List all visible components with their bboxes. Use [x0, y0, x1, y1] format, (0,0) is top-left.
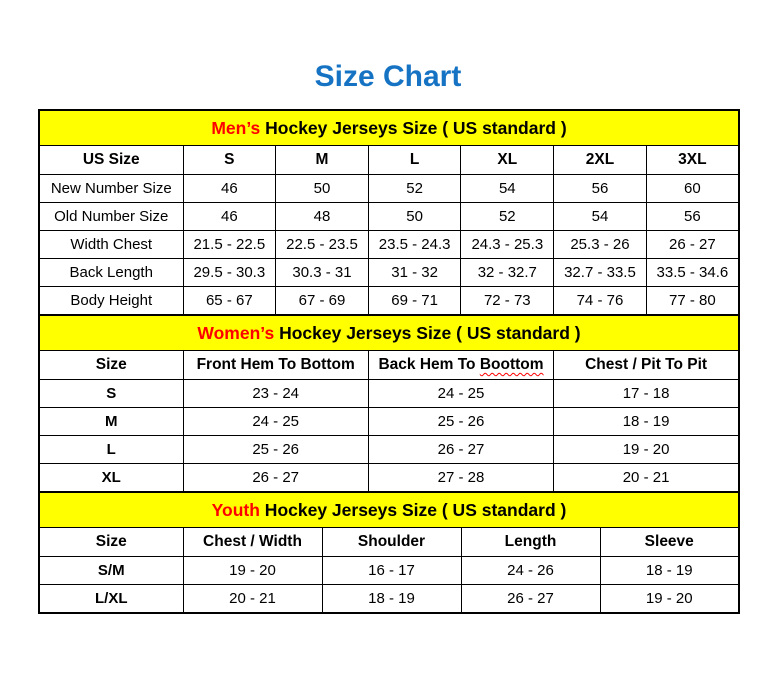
youth-size-table: [38, 491, 740, 614]
youth-table-cell: 26 - 27: [461, 585, 600, 614]
mens-table-cell: 67 - 69: [276, 287, 369, 316]
womens-band-text: Hockey Jerseys Size ( US standard ): [274, 322, 581, 343]
mens-table-cell: 23.5 - 24.3: [368, 231, 461, 259]
mens-column-header: M: [276, 146, 369, 175]
womens-row-label: S: [39, 380, 183, 408]
youth-column-header: Size: [39, 528, 183, 557]
mens-table-cell: 48: [276, 203, 369, 231]
mens-table-cell: 50: [276, 175, 369, 203]
womens-band-highlight: Women’s: [197, 322, 275, 343]
womens-table-cell: 25 - 26: [183, 436, 368, 464]
youth-column-header: Shoulder: [322, 528, 461, 557]
womens-table-row: [39, 464, 739, 493]
womens-table-row: [39, 408, 739, 436]
womens-table-cell: 26 - 27: [183, 464, 368, 493]
mens-table-row: [39, 203, 739, 231]
mens-table-cell: 60: [646, 175, 739, 203]
youth-table-row: [39, 585, 739, 614]
mens-table-cell: 52: [461, 203, 554, 231]
womens-row-label: L: [39, 436, 183, 464]
mens-table-row: [39, 231, 739, 259]
mens-table-cell: 54: [554, 203, 647, 231]
youth-row-label: S/M: [39, 557, 183, 585]
page-title: Size Chart: [314, 60, 462, 93]
mens-table-cell: 72 - 73: [461, 287, 554, 316]
mens-table-cell: 29.5 - 30.3: [183, 259, 276, 287]
mens-table-cell: 46: [183, 175, 276, 203]
mens-table-cell: 77 - 80: [646, 287, 739, 316]
mens-table-cell: 56: [646, 203, 739, 231]
mens-table-cell: 26 - 27: [646, 231, 739, 259]
womens-column-header: Size: [39, 351, 183, 380]
youth-table-row: [39, 557, 739, 585]
mens-column-header: L: [368, 146, 461, 175]
mens-table-cell: 22.5 - 23.5: [276, 231, 369, 259]
mens-column-header: XL: [461, 146, 554, 175]
womens-table-cell: 26 - 27: [368, 436, 553, 464]
size-tables-container: [38, 109, 740, 614]
mens-table-row: [39, 175, 739, 203]
mens-table-cell: 31 - 32: [368, 259, 461, 287]
mens-size-table: [38, 109, 740, 316]
womens-table-cell: 24 - 25: [368, 380, 553, 408]
womens-column-header: Chest / Pit To Pit: [554, 351, 739, 380]
mens-band-text: Hockey Jerseys Size ( US standard ): [260, 117, 567, 138]
womens-table-cell: 17 - 18: [554, 380, 739, 408]
mens-table-cell: 46: [183, 203, 276, 231]
mens-column-header: US Size: [39, 146, 183, 175]
mens-band-highlight: Men’s: [211, 117, 261, 138]
youth-column-header: Chest / Width: [183, 528, 322, 557]
mens-table-cell: 65 - 67: [183, 287, 276, 316]
mens-table-cell: 32.7 - 33.5: [554, 259, 647, 287]
mens-table-cell: 50: [368, 203, 461, 231]
youth-row-label: L/XL: [39, 585, 183, 614]
womens-table-cell: 27 - 28: [368, 464, 553, 493]
womens-table-cell: 20 - 21: [554, 464, 739, 493]
mens-column-header: 2XL: [554, 146, 647, 175]
youth-table-cell: 19 - 20: [600, 585, 739, 614]
mens-table-cell: 32 - 32.7: [461, 259, 554, 287]
mens-table-cell: 21.5 - 22.5: [183, 231, 276, 259]
youth-table-cell: 18 - 19: [600, 557, 739, 585]
womens-table-cell: 25 - 26: [368, 408, 553, 436]
womens-table-cell: 23 - 24: [183, 380, 368, 408]
mens-row-label: Width Chest: [39, 231, 183, 259]
mens-table-cell: 33.5 - 34.6: [646, 259, 739, 287]
youth-table-cell: 24 - 26: [461, 557, 600, 585]
mens-column-header: 3XL: [646, 146, 739, 175]
mens-row-label: New Number Size: [39, 175, 183, 203]
mens-table-cell: 69 - 71: [368, 287, 461, 316]
misspelled-word: Boottom: [479, 356, 544, 373]
mens-table-row: [39, 287, 739, 316]
mens-row-label: Old Number Size: [39, 203, 183, 231]
youth-table-cell: 20 - 21: [183, 585, 322, 614]
youth-section-band: [39, 492, 739, 528]
womens-table-cell: 19 - 20: [554, 436, 739, 464]
youth-column-header: Length: [461, 528, 600, 557]
mens-section-band: [39, 110, 739, 146]
mens-table-cell: 24.3 - 25.3: [461, 231, 554, 259]
mens-column-header: S: [183, 146, 276, 175]
womens-row-label: XL: [39, 464, 183, 493]
mens-table-cell: 52: [368, 175, 461, 203]
mens-table-cell: 25.3 - 26: [554, 231, 647, 259]
womens-table-row: [39, 436, 739, 464]
mens-table-cell: 74 - 76: [554, 287, 647, 316]
youth-column-header: Sleeve: [600, 528, 739, 557]
youth-table-cell: 19 - 20: [183, 557, 322, 585]
womens-table-cell: 18 - 19: [554, 408, 739, 436]
womens-section-band: [39, 315, 739, 351]
womens-size-table: [38, 314, 740, 493]
womens-row-label: M: [39, 408, 183, 436]
mens-row-label: Back Length: [39, 259, 183, 287]
youth-band-text: Hockey Jerseys Size ( US standard ): [259, 499, 567, 520]
mens-row-label: Body Height: [39, 287, 183, 316]
youth-table-cell: 16 - 17: [322, 557, 461, 585]
youth-table-cell: 18 - 19: [322, 585, 461, 614]
womens-column-header: Front Hem To Bottom: [183, 351, 368, 380]
womens-table-row: [39, 380, 739, 408]
youth-band-highlight: Youth: [211, 499, 260, 520]
mens-table-cell: 30.3 - 31: [276, 259, 369, 287]
womens-column-header: Back Hem To Boottom: [368, 351, 553, 380]
womens-table-cell: 24 - 25: [183, 408, 368, 436]
mens-table-cell: 54: [461, 175, 554, 203]
mens-table-row: [39, 259, 739, 287]
mens-table-cell: 56: [554, 175, 647, 203]
